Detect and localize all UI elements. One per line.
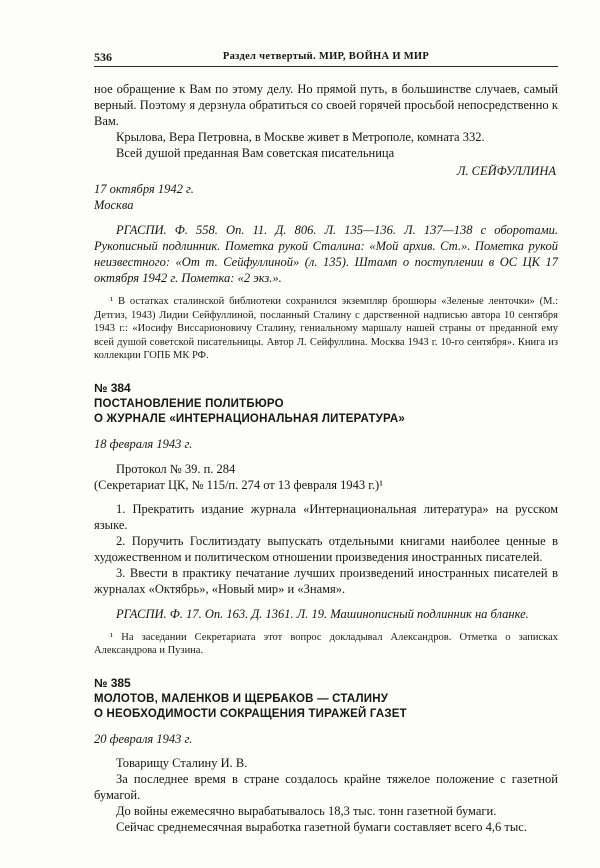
footnote: ¹ В остатках сталинской библиотеки сохранился экземпляр брошюры «Зеленые ленточки» (М.: Детгиз, 1943) Лидии Сейфуллиной, посланный Сталину с дарственной надписью автора 10 сентября 1943 г.: «Иосифу Виссарионовичу Сталину, гениальному маршалу нашей страны от преданной ему всей душой советской писательницы. Автор Л. Сейфуллина. Москва 1943 г. 10-го сентября». Книга из коллекции ГОПБ МК РФ. [94,296,558,361]
protocol-line-1: Протокол № 39. п. 284 [116,461,236,476]
letter-paragraph: Сейчас среднемесячная выработка газетной бумаги составляет всего 4,6 тыс. [116,819,527,834]
document-date: 20 февраля 1943 г. [94,731,193,746]
footnote: ¹ На заседании Секретариата этот вопрос докладывал Александров. Отметка о записках Александрова и Пузина. [94,631,558,656]
resolution-item-3: 3. Ввести в практику печатание лучших произведений иностранных писателей в журналах «Октябрь», «Новый мир» и «Знамя». [94,565,558,596]
resolution-items [94,501,558,597]
document-title-line1: ПОСТАНОВЛЕНИЕ ПОЛИТБЮРО [94,397,284,410]
document-number: № 384 [94,380,131,395]
letter-line-krylova: Крылова, Вера Петровна, в Москве живет в Метрополе, комната 332. [116,130,485,144]
archive-reference: РГАСПИ. Ф. 17. Оп. 163. Д. 1361. Л. 19. Машинописный подлинник на бланке. [116,606,529,621]
resolution-item-2: 2. Поручить Гослитиздату выпускать отдельными книгами наиболее ценные в художественном и политическом отношении произведения иностранных писателей. [94,533,558,564]
running-title: Раздел четвертый. МИР, ВОЙНА И МИР [222,51,430,62]
protocol-block [94,461,558,493]
document-seyfullina-continuation [94,81,558,363]
document-title-line2: О ЖУРНАЛЕ «ИНТЕРНАЦИОНАЛЬНАЯ ЛИТЕРАТУРА» [94,412,405,425]
letter-paragraph: До войны ежемесячно вырабатывалось 18,3 тыс. тонн газетной бумаги. [116,803,497,818]
document-date: 18 февраля 1943 г. [94,436,193,451]
document-384 [94,380,558,658]
document-number: № 385 [94,675,131,690]
dateline: 17 октября 1942 г. [94,182,194,196]
letter-line-devoted: Всей душой преданная Вам советская писательница [116,146,395,160]
document-385 [94,675,558,835]
letter-salutation: Товарищу Сталину И. В. [116,755,248,770]
signature: Л. СЕЙФУЛЛИНА [456,164,556,178]
document-title-line2: О НЕОБХОДИМОСТИ СОКРАЩЕНИЯ ТИРАЖЕЙ ГАЗЕТ [94,707,407,720]
archive-reference: РГАСПИ. Ф. 558. Оп. 11. Д. 806. Л. 135—136. Л. 137—138 с оборотами. Рукописный подлинник. Пометка рукой Сталина: «Мой архив. Ст.». Пометка рукой неизвестного: «От т. Сейфуллиной» (л. 135). Штамп о поступлении в ОС ЦК 17 октября 1942 г. Пометка: «2 экз.». [94,223,558,285]
protocol-line-2: (Секретариат ЦК, № 115/п. 274 от 13 февраля 1943 г.)¹ [94,477,383,492]
letter-body [94,755,558,835]
document-title-line1: МОЛОТОВ, МАЛЕНКОВ И ЩЕРБАКОВ — СТАЛИНУ [94,692,389,705]
resolution-item-1: 1. Прекратить издание журнала «Интернациональная литература» на русском языке. [94,501,558,532]
page-header [94,50,558,67]
place-line: Москва [94,198,134,212]
letter-paragraph: За последнее время в стране создалось крайне тяжелое положение с газетной бумагой. [94,771,558,802]
page-number: 536 [94,50,112,64]
letter-continuation-paragraph: ное обращение к Вам по этому делу. Но прямой путь, в большинстве случаев, самый верный. Поэтому я дерзнула обратиться со своей горячей просьбой непосредственно к Вам. [94,82,558,128]
